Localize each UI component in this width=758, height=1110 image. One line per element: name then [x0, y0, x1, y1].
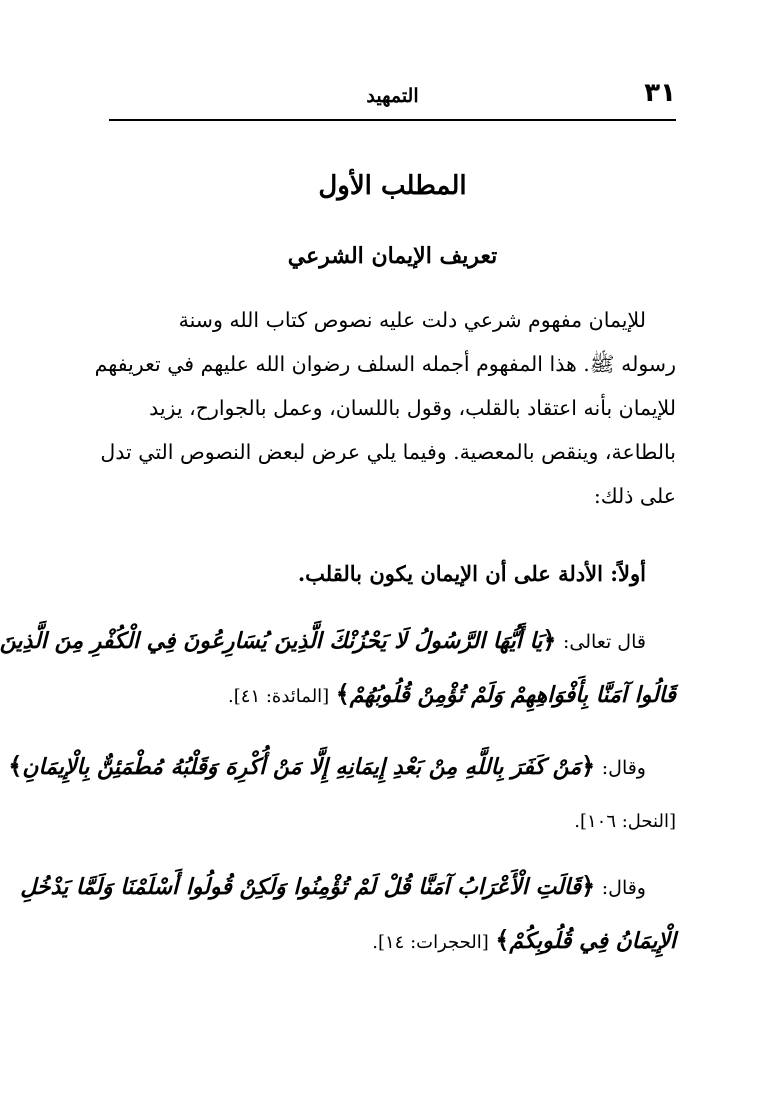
running-head: التمهيد — [366, 85, 419, 107]
evidence-block-3 — [20, 860, 676, 969]
section-subtitle: تعريف الإيمان الشرعي — [287, 243, 498, 269]
verse-reference: [النحل: ١٠٦]. — [574, 811, 676, 832]
page-number: ٣١ — [644, 78, 676, 108]
paragraph-line: للإيمان مفهوم شرعي دلت عليه نصوص كتاب الله وسنة — [178, 308, 646, 332]
evidence-block-1 — [0, 614, 676, 723]
verse-intro: قال تعالى: — [563, 631, 646, 653]
page-header — [109, 76, 676, 116]
verse-line — [109, 794, 676, 848]
quran-verse: قَالَتِ الْأَعْرَابُ آمَنَّا قُلْ لَمْ تُؤْمِنُوا وَلَكِنْ قُولُوا أَسْلَمْنَا وَلَمَّا يَدْخُلِ — [20, 874, 582, 900]
quran-verse: مَنْ كَفَرَ بِاللَّهِ مِنْ بَعْدِ إِيمَانِهِ إِلَّا مَنْ أُكْرِهَ وَقَلْبُهُ مُطْمَئِنٌّ بِالْإِيمَانِ — [22, 754, 582, 780]
definition-paragraph — [94, 298, 676, 518]
section-title: المطلب الأول — [318, 171, 467, 201]
verse-reference: [المائدة: ٤١]. — [228, 686, 330, 707]
header-rule — [109, 119, 676, 121]
paragraph-line: على ذلك: — [593, 484, 676, 508]
quran-bracket-open: ﴿ — [581, 751, 596, 780]
verse-intro: وقال: — [601, 877, 646, 899]
evidence-block-2 — [8, 740, 676, 848]
quran-verse: يَا أَيُّهَا الرَّسُولُ لَا يَحْزُنْكَ الَّذِينَ يُسَارِعُونَ فِي الْكُفْرِ مِنَ الَّذِينَ — [0, 628, 543, 654]
quran-verse: قَالُوا آمَنَّا بِأَفْوَاهِهِمْ وَلَمْ تُؤْمِنْ قُلُوبُهُمْ — [349, 682, 676, 708]
paragraph-line: بالطاعة، وينقص بالمعصية. وفيما يلي عرض لبعض النصوص التي تدل — [100, 440, 676, 464]
paragraph-line: رسوله ﷺ. هذا المفهوم أجمله السلف رضوان الله عليهم في تعريفهم — [94, 352, 676, 376]
verse-line — [8, 740, 676, 794]
verse-reference: [الحجرات: ١٤]. — [372, 932, 489, 953]
verse-line — [109, 914, 676, 969]
quran-verse: الْإِيمَانُ فِي قُلُوبِكُمْ — [509, 928, 676, 954]
verse-line — [0, 614, 676, 668]
paragraph-line: للإيمان بأنه اعتقاد بالقلب، وقول باللسان، وعمل بالجوارح، يزيد — [149, 396, 676, 420]
verse-line — [109, 668, 676, 723]
quran-bracket-open: ﴿ — [581, 871, 596, 900]
point-heading: أولاً: الأدلة على أن الإيمان يكون بالقلب. — [297, 561, 646, 586]
quran-bracket-close: ﴾ — [495, 925, 510, 954]
quran-bracket-open: ﴿ — [542, 625, 557, 654]
quran-bracket-close: ﴾ — [335, 679, 350, 708]
verse-line — [20, 860, 676, 914]
quran-bracket-close: ﴾ — [8, 751, 23, 780]
verse-intro: وقال: — [601, 757, 646, 779]
